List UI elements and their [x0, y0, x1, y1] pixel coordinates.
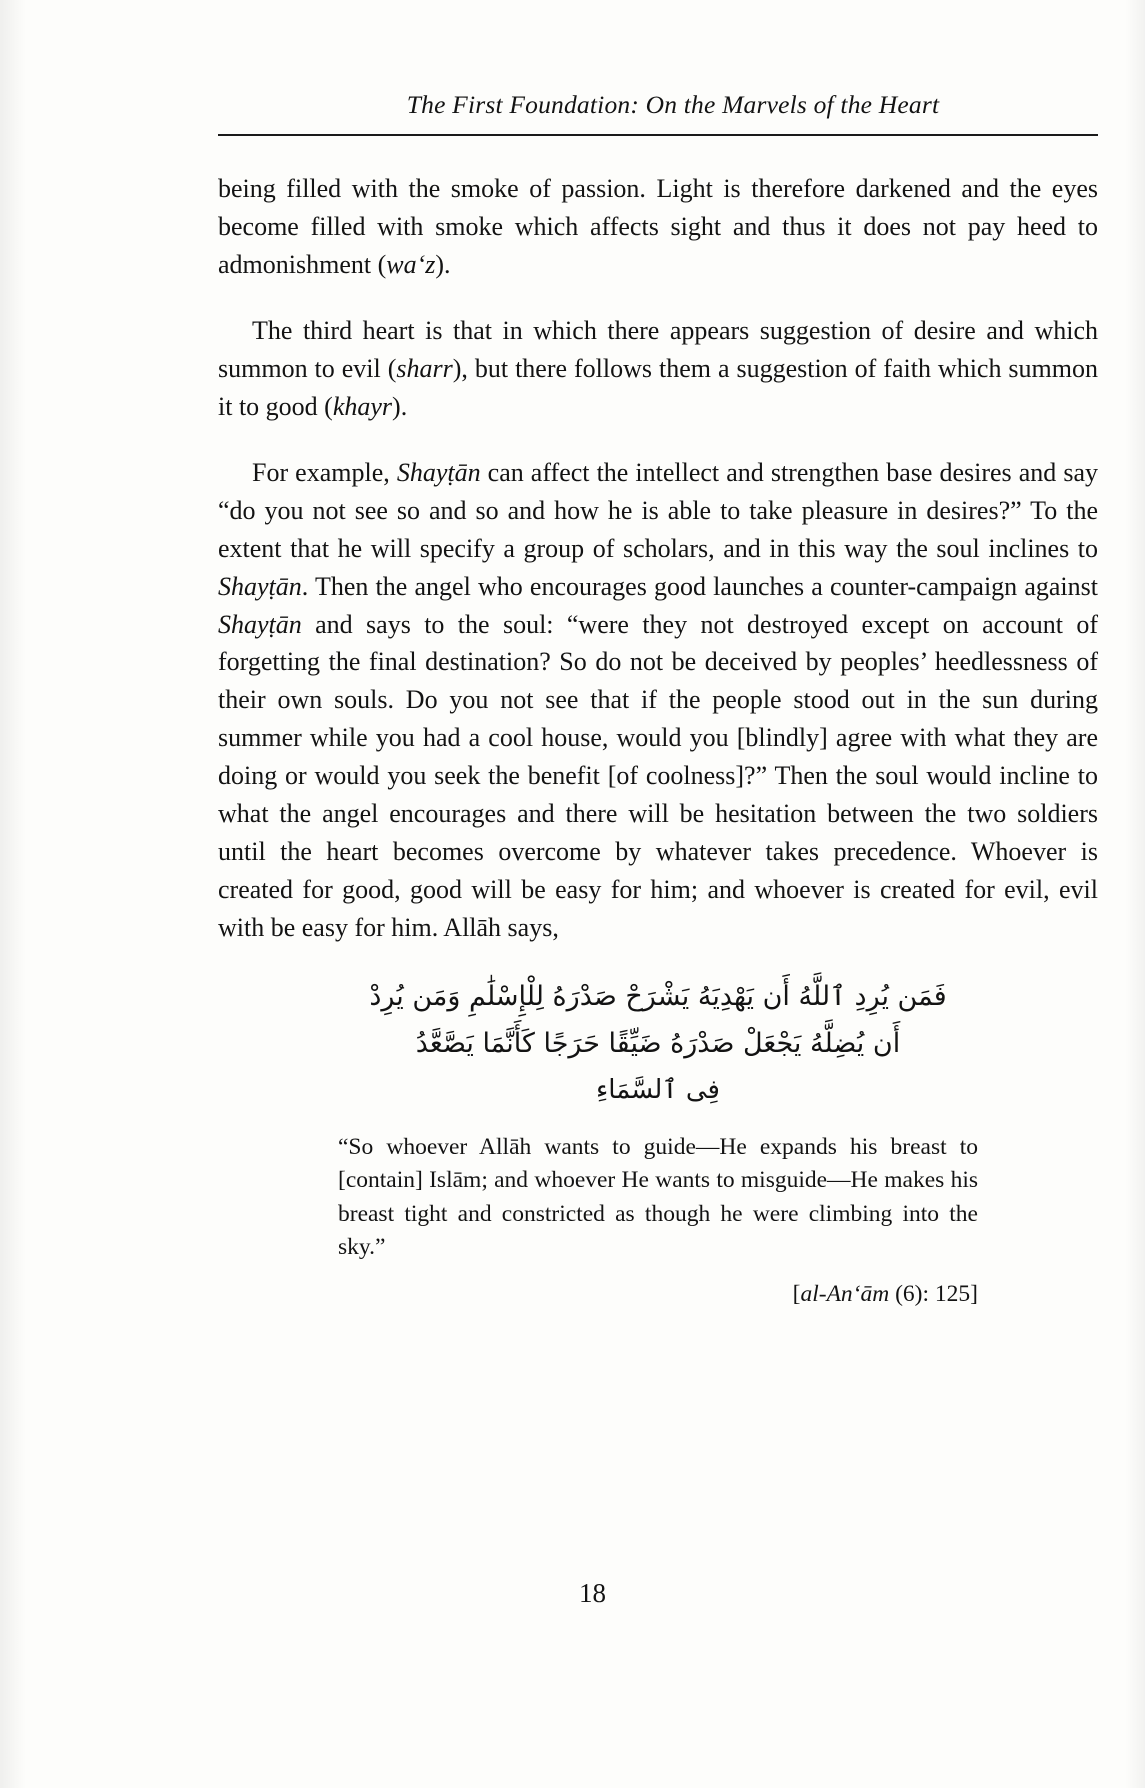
paragraph-1-lead: being filled with the smoke of passion. Light is therefore darkened and the eyes become filled with smoke which affects sight and thus it does not pay heed to admonishment ( [218, 174, 1098, 279]
paragraph-3-e: . Then the angel who encourages good launches a counter-campaign against [301, 571, 1098, 601]
paragraph-3-c: can affect the intellect and strengthen base desires and say “do you not see so and so and how he is able to take pleasure in desires?” To the extent that he will specify a group of scholars, and in this way the soul inclines to [218, 457, 1098, 563]
page-number: 18 [579, 1578, 606, 1608]
paragraph-1 [218, 170, 1098, 284]
paragraph-2-e: ). [392, 391, 408, 421]
term-shaytan-3: Shayṭān [218, 609, 302, 639]
page-content [218, 90, 1098, 1308]
paragraph-2 [218, 312, 1098, 426]
quran-translation: “So whoever Allāh wants to guide—He expands his breast to [contain] Islām; and whoever He wants to misguide—He makes his breast tight and constricted as though he were climbing into the sky.” [338, 1134, 978, 1261]
paragraph-3-g: and says to the soul: “were they not destroyed except on account of forgetting the final destination? So do not be deceived by peoples’ heedlessness of their own souls. Do you not see that if the people stood out in the sun during summer while you had a cool house, would you [blindly] agree with what they are doing or would you seek the benefit [of coolness]?” Then the soul would incline to what the angel encourages and there will be hesitation between the two soldiers until the heart becomes overcome by whatever takes precedence. Whoever is created for good, good will be easy for him; and whoever is created for evil, evil with be easy for him. Allāh says, [218, 609, 1098, 943]
running-head: The First Foundation: On the Marvels of the Heart [406, 90, 940, 119]
term-sharr: sharr [396, 353, 453, 383]
quran-citation [338, 1281, 978, 1308]
quran-arabic-line-1: فَمَن يُرِدِ ٱللَّهُ أَن يَهْدِيَهُ يَشْرَحْ صَدْرَهُ لِلْإِسْلَٰمِ وَمَن يُرِدْ [369, 981, 947, 1013]
term-khayr: khayr [332, 391, 393, 421]
quran-arabic-line-2: أَن يُضِلَّهُ يَجْعَلْ صَدْرَهُ ضَيِّقًا حَرَجًا كَأَنَّمَا يَصَّعَّدُ [415, 1028, 901, 1060]
paragraph-2-c: ), but there follows them a suggestion of faith which summon it to good ( [218, 353, 1098, 421]
quran-arabic-line-3: فِى ٱلسَّمَاءِ [596, 1074, 720, 1105]
paragraph-1-tail: ). [435, 249, 451, 279]
term-waz: waʻz [386, 249, 436, 279]
paragraph-2-a: The third heart is that in which there appears suggestion of desire and which summon to evil ( [218, 315, 1098, 383]
citation-surah-name: al-Anʻām [800, 1280, 890, 1307]
paragraph-3 [218, 454, 1098, 947]
header-rule [218, 134, 1098, 136]
citation-bracket: [ [792, 1280, 801, 1307]
paragraph-3-a: For example, [252, 457, 397, 487]
term-shaytan-1: Shayṭān [396, 457, 481, 487]
quran-arabic-verse [218, 973, 1098, 1113]
term-shaytan-2: Shayṭān [218, 571, 302, 601]
citation-reference: (6): 125] [889, 1280, 978, 1307]
